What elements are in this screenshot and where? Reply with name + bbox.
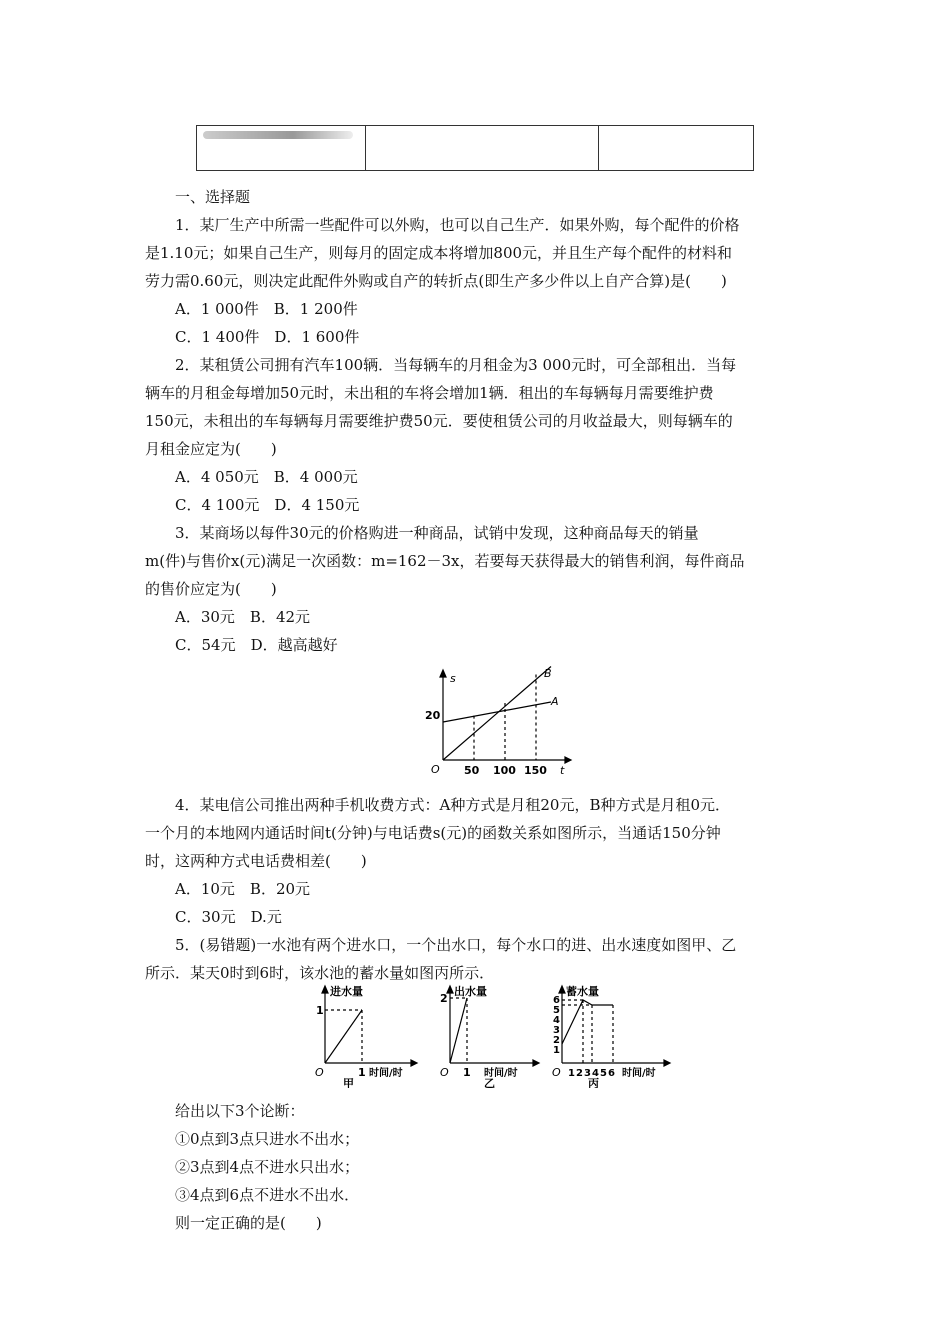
text-line: ③4点到6点不进水不出水． bbox=[175, 1186, 360, 1204]
origin: O bbox=[552, 1066, 561, 1079]
line-b bbox=[443, 667, 551, 761]
text-line: C．30元 D.元 bbox=[175, 908, 282, 926]
text-line: 5．(易错题)一水池有两个进水口，一个出水口，每个水口的进、出水速度如图甲、乙 bbox=[175, 936, 737, 954]
origin: O bbox=[315, 1066, 324, 1079]
x-tick-1: 1 bbox=[568, 1068, 575, 1079]
outflow-line bbox=[450, 998, 467, 1063]
y-label: s bbox=[450, 672, 456, 685]
x-tick: 1 bbox=[463, 1066, 471, 1079]
text-line: A．10元 B．20元 bbox=[175, 880, 311, 898]
header-cell-2 bbox=[366, 126, 599, 170]
x-tick-5: 5 bbox=[600, 1068, 607, 1079]
figure-yi bbox=[432, 983, 547, 1088]
text-line: C．54元 D．越高越好 bbox=[175, 636, 338, 654]
x-tick-2: 2 bbox=[576, 1068, 583, 1079]
text-line: 2．某租赁公司拥有汽车100辆．当每辆车的月租金为3 000元时，可全部租出．当每 bbox=[175, 356, 737, 374]
x-label: 时间/时 bbox=[369, 1068, 403, 1079]
text-line: 一个月的本地网内通话时间t(分钟)与电话费s(元)的函数关系如图所示，当通话150分钟 bbox=[145, 824, 721, 842]
x-tick-3: 3 bbox=[584, 1068, 591, 1079]
title: 进水量 bbox=[330, 985, 363, 998]
header-cell-3 bbox=[599, 126, 753, 170]
y-arrow-icon bbox=[559, 986, 565, 993]
x-arrow-icon bbox=[664, 1060, 670, 1066]
x-tick-50: 50 bbox=[464, 764, 480, 777]
x-tick-150: 150 bbox=[524, 764, 547, 777]
figure-bing bbox=[548, 983, 678, 1088]
x-label: t bbox=[560, 764, 565, 777]
title: 出水量 bbox=[454, 985, 487, 998]
text-line: 劳力需0.60元，则决定此配件外购或自产的转折点(即生产多少件以上自产合算)是( ) bbox=[145, 272, 727, 290]
text-line: A．4 050元 B．4 000元 bbox=[175, 468, 358, 486]
text-line: 3．某商场以每件30元的价格购进一种商品，试销中发现，这种商品每天的销量 bbox=[175, 524, 699, 542]
text-line: 给出以下3个论断： bbox=[175, 1102, 305, 1120]
y-tick-4: 4 bbox=[553, 1015, 560, 1026]
text-line: 150元，未租出的车每辆每月需要维护费50元．要使租赁公司的月收益最大，则每辆车的 bbox=[145, 412, 733, 430]
text-line: m(件)与售价x(元)满足一次函数：m=162－3x，若要每天获得最大的销售利润，每件商品 bbox=[145, 552, 745, 570]
x-arrow-icon bbox=[533, 1060, 539, 1066]
label-a: A bbox=[551, 695, 559, 708]
text-line: 的售价应定为( ) bbox=[145, 580, 277, 598]
text-line: C．4 100元 D．4 150元 bbox=[175, 496, 360, 514]
y-arrow-icon bbox=[447, 986, 453, 993]
line-a bbox=[443, 702, 551, 722]
x-tick-100: 100 bbox=[493, 764, 516, 777]
text-line: 则一定正确的是( ) bbox=[175, 1214, 322, 1232]
text-line: C．1 400件 D．1 600件 bbox=[175, 328, 360, 346]
caption: 丙 bbox=[588, 1077, 599, 1088]
text-line: 辆车的月租金每增加50元时，未出租的车将会增加1辆．租出的车每辆每月需要维护费 bbox=[145, 384, 714, 402]
header-cell-1 bbox=[197, 126, 366, 170]
y-tick-3: 3 bbox=[553, 1025, 560, 1036]
y-arrow-icon bbox=[322, 986, 328, 993]
text-line: 所示．某天0时到6时，该水池的蓄水量如图丙所示． bbox=[145, 964, 495, 982]
text-line: ②3点到4点不进水只出水； bbox=[175, 1158, 360, 1176]
y-tick-20: 20 bbox=[425, 709, 441, 722]
figure-jia bbox=[305, 983, 425, 1088]
origin-label: O bbox=[431, 763, 440, 776]
x-arrow-icon bbox=[565, 757, 571, 763]
x-tick-4: 4 bbox=[592, 1068, 599, 1079]
inflow-line bbox=[325, 1010, 362, 1063]
y-arrow-icon bbox=[440, 670, 446, 677]
header-badge bbox=[203, 131, 353, 139]
text-line: ①0点到3点只进水不出水； bbox=[175, 1130, 360, 1148]
header-table bbox=[196, 125, 754, 171]
section-heading: 一、选择题 bbox=[175, 188, 251, 206]
figure-q4 bbox=[415, 665, 575, 780]
text-line: 是1.10元；如果自己生产，则每月的固定成本将增加800元，并且生产每个配件的材料和 bbox=[145, 244, 733, 262]
y-tick-1: 1 bbox=[553, 1045, 560, 1056]
caption: 乙 bbox=[484, 1077, 495, 1088]
x-arrow-icon bbox=[411, 1060, 417, 1066]
text-line: A．1 000件 B．1 200件 bbox=[175, 300, 358, 318]
text-line: 1．某厂生产中所需一些配件可以外购，也可以自己生产．如果外购，每个配件的价格 bbox=[175, 216, 740, 234]
y-tick: 1 bbox=[316, 1004, 324, 1017]
x-label: 时间/时 bbox=[622, 1068, 656, 1079]
title: 蓄水量 bbox=[566, 985, 599, 998]
text-line: A．30元 B．42元 bbox=[175, 608, 311, 626]
x-tick-6: 6 bbox=[608, 1068, 615, 1079]
storage-line bbox=[562, 1000, 613, 1044]
text-line: 4．某电信公司推出两种手机收费方式：A种方式是月租20元，B种方式是月租0元． bbox=[175, 796, 731, 814]
y-tick-5: 5 bbox=[553, 1005, 560, 1016]
text-line: 月租金应定为( ) bbox=[145, 440, 277, 458]
y-tick-2: 2 bbox=[553, 1035, 560, 1046]
y-tick: 2 bbox=[440, 992, 448, 1005]
y-tick-6: 6 bbox=[553, 995, 560, 1006]
origin: O bbox=[440, 1066, 449, 1079]
x-tick: 1 bbox=[358, 1066, 366, 1079]
label-b: B bbox=[544, 667, 552, 680]
caption: 甲 bbox=[343, 1077, 354, 1088]
text-line: 时，这两种方式电话费相差( ) bbox=[145, 852, 367, 870]
x-label: 时间/时 bbox=[484, 1068, 518, 1079]
